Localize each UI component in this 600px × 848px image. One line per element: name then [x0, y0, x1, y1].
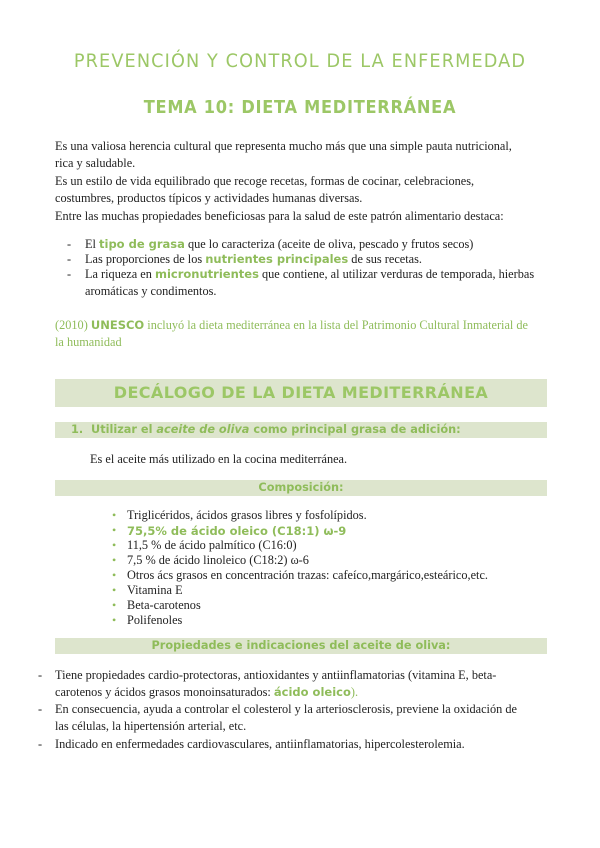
- bullet-dot: •: [112, 538, 117, 552]
- item-description: Es el aceite más utilizado en la cocina mediterránea.: [90, 452, 348, 466]
- property-indication: En consecuencia, ayuda a controlar el colesterol y la arteriosclerosis, previene la oxidación de: [55, 702, 517, 716]
- composition-item: Triglicéridos, ácidos grasos libres y fosfolípidos.: [127, 508, 367, 522]
- decalogo-item-1: 1. Utilizar el aceite de oliva como principal grasa de adición:: [55, 422, 547, 438]
- property-item: Las proporciones de los nutrientes principales de sus recetas.: [85, 252, 422, 266]
- intro-line: rica y saludable.: [55, 156, 136, 170]
- propiedades-heading: Propiedades e indicaciones del aceite de oliva:: [55, 638, 547, 654]
- composition-item: Polifenoles: [127, 613, 183, 627]
- decalogo-heading: DECÁLOGO DE LA DIETA MEDITERRÁNEA: [55, 379, 547, 407]
- composition-item: 7,5 % de ácido linoleico (C18:2) ω-6: [127, 553, 309, 567]
- composition-item: Otros ács grasos en concentración trazas: cafeíco,margárico,esteárico,etc.: [127, 568, 488, 582]
- property-item: El tipo de grasa que lo caracteriza (aceite de oliva, pescado y frutos secos): [85, 237, 474, 251]
- composition-item: 11,5 % de ácido palmítico (C16:0): [127, 538, 297, 552]
- unesco-note-continued: la humanidad: [55, 335, 122, 349]
- property-item: La riqueza en micronutrientes que contiene, al utilizar verduras de temporada, hierbas: [85, 267, 535, 281]
- composition-item: Vitamina E: [127, 583, 183, 597]
- dash-bullet: -: [67, 252, 72, 266]
- bullet-dot: •: [112, 553, 117, 567]
- intro-line: costumbres, productos típicos y actividades humanas diversas.: [55, 191, 363, 205]
- page-title: PREVENCIÓN Y CONTROL DE LA ENFERMEDAD: [73, 50, 527, 72]
- property-item-continued: aromáticas y condimentos.: [85, 284, 217, 298]
- composition-item: Beta-carotenos: [127, 598, 201, 612]
- intro-line: Es un estilo de vida equilibrado que recoge recetas, formas de cocinar, celebraciones,: [55, 174, 475, 188]
- property-indication-continued: las células, la hipertensión arterial, etc.: [55, 719, 247, 733]
- dash-bullet: -: [67, 267, 72, 281]
- bullet-dot: •: [112, 613, 117, 627]
- composicion-heading: Composición:: [55, 480, 547, 496]
- intro-line: Entre las muchas propiedades beneficiosas para la salud de este patrón alimentario destaca:: [55, 209, 504, 223]
- dash-bullet: -: [67, 237, 72, 251]
- bullet-dot: •: [112, 523, 117, 537]
- intro-line: Es una valiosa herencia cultural que representa mucho más que una simple pauta nutricional,: [55, 139, 512, 153]
- dash-bullet: -: [38, 702, 43, 716]
- property-indication: Tiene propiedades cardio-protectoras, antioxidantes y antiinflamatorias (vitamina E, beta-: [55, 668, 497, 682]
- dash-bullet: -: [38, 668, 43, 682]
- bullet-dot: •: [112, 568, 117, 582]
- bullet-dot: •: [112, 598, 117, 612]
- property-indication: Indicado en enfermedades cardiovasculares, antiinflamatorias, hipercolesterolemia.: [55, 737, 465, 751]
- bullet-dot: •: [112, 508, 117, 522]
- property-indication-continued: carotenos y ácidos grasos monoinsaturados: ácido oleico).: [55, 685, 359, 699]
- dash-bullet: -: [38, 737, 43, 751]
- unesco-note: (2010) UNESCO incluyó la dieta mediterránea en la lista del Patrimonio Cultural Inmaterial de: [55, 318, 529, 332]
- composition-item-highlight: 75,5% de ácido oleico (C18:1) ω-9: [127, 524, 347, 538]
- bullet-dot: •: [112, 583, 117, 597]
- page-subtitle: TEMA 10: DIETA MEDITERRÁNEA: [143, 97, 457, 118]
